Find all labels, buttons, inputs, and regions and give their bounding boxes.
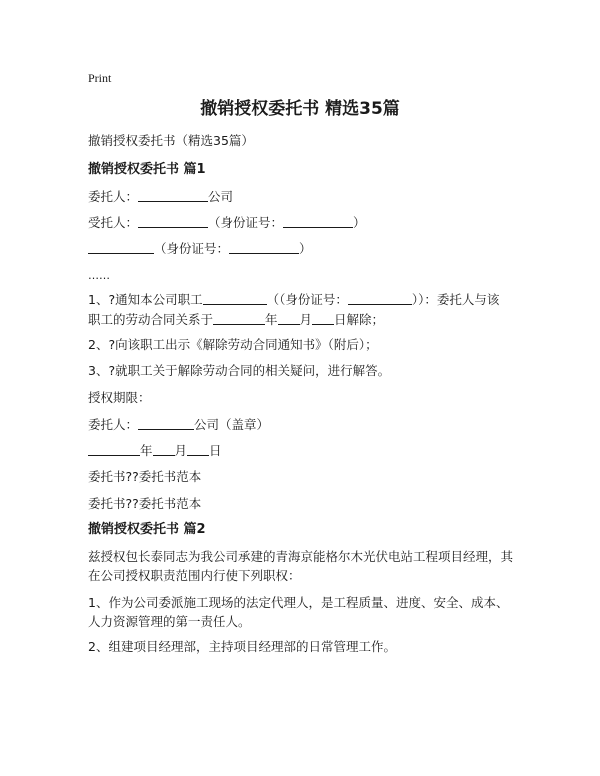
sign-label: 委托人： (88, 417, 139, 432)
trustee2-line (88, 241, 312, 257)
sign-line (88, 417, 269, 433)
date-month: 月 (174, 443, 188, 458)
date-line (88, 443, 222, 459)
sample-link-1[interactable]: 委托书??委托书范本 (88, 469, 202, 484)
item1-year-blank (213, 312, 265, 325)
date-year: 年 (140, 443, 153, 458)
print-link[interactable]: Print (88, 71, 112, 85)
sign-suffix: 公司（盖章） (194, 417, 270, 432)
item1-name-blank (203, 292, 267, 305)
trustee-label: 受托人： (88, 215, 139, 230)
item3: 3、?就职工关于解除劳动合同的相关疑问，进行解答。 (88, 363, 391, 378)
sample-link-2[interactable]: 委托书??委托书范本 (88, 496, 202, 511)
date-day-blank (187, 443, 209, 456)
trustee-blank (138, 215, 208, 228)
entrustor-blank (138, 189, 208, 202)
trustee2-blank (88, 241, 154, 254)
trustee2-id-open: （身份证号： (154, 241, 230, 256)
entrustor-label: 委托人： (88, 189, 139, 204)
section2-intro: 兹授权包长泰同志为我公司承建的青海京能格尔木光伏电站工程项目经理，其在公司授权职责范围内行使下列职权： (88, 549, 514, 583)
trustee-id-close: ） (353, 215, 366, 230)
section2-heading: 撤销授权委托书 篇2 (88, 522, 206, 537)
trustee-line (88, 215, 366, 231)
entrustor-line (88, 189, 233, 205)
date-year-blank (88, 443, 140, 456)
item1-day-blank (312, 312, 334, 325)
trustee-id-open: （身份证号： (208, 215, 284, 230)
subtitle: 撤销授权委托书（精选35篇） (88, 133, 254, 148)
page-title: 撤销授权委托书 精选35篇 (200, 99, 400, 119)
item2: 2、?向该职工出示《解除劳动合同通知书》（附后）； (88, 337, 378, 352)
item1-id-blank (348, 292, 412, 305)
item1-day: 日解除； (334, 312, 385, 327)
sign-blank (138, 417, 194, 430)
item1-text-c: ））：委托人与该 (411, 292, 500, 307)
section2-item2: 2、组建项目经理部，主持项目经理部的日常管理工作。 (88, 639, 396, 654)
item1-month: 月 (299, 312, 313, 327)
trustee2-id-close: ） (299, 241, 312, 256)
trustee2-id-blank (229, 241, 299, 254)
date-day: 日 (209, 443, 222, 458)
section2-item1: 1、作为公司委派施工现场的法定代理人，是工程质量、进度、安全、成本、人力资源管理的第一责任人。 (88, 595, 509, 629)
item1-year: 年 (265, 312, 278, 327)
date-month-blank (153, 443, 175, 456)
section1-heading: 撤销授权委托书 篇1 (88, 162, 206, 177)
item1-text-d: 职工的劳动合同关系于 (88, 312, 214, 327)
item1-line-b (88, 312, 384, 328)
item1-text-b: （（身份证号： (266, 292, 348, 307)
trustee-id-blank (283, 215, 353, 228)
item1-line-a (88, 292, 499, 308)
auth-period: 授权期限： (88, 390, 151, 405)
item1-month-blank (278, 312, 300, 325)
entrustor-suffix: 公司 (208, 189, 234, 204)
ellipsis: …… (88, 269, 110, 282)
item1-text-a: 1、?通知本公司职工 (88, 292, 203, 307)
